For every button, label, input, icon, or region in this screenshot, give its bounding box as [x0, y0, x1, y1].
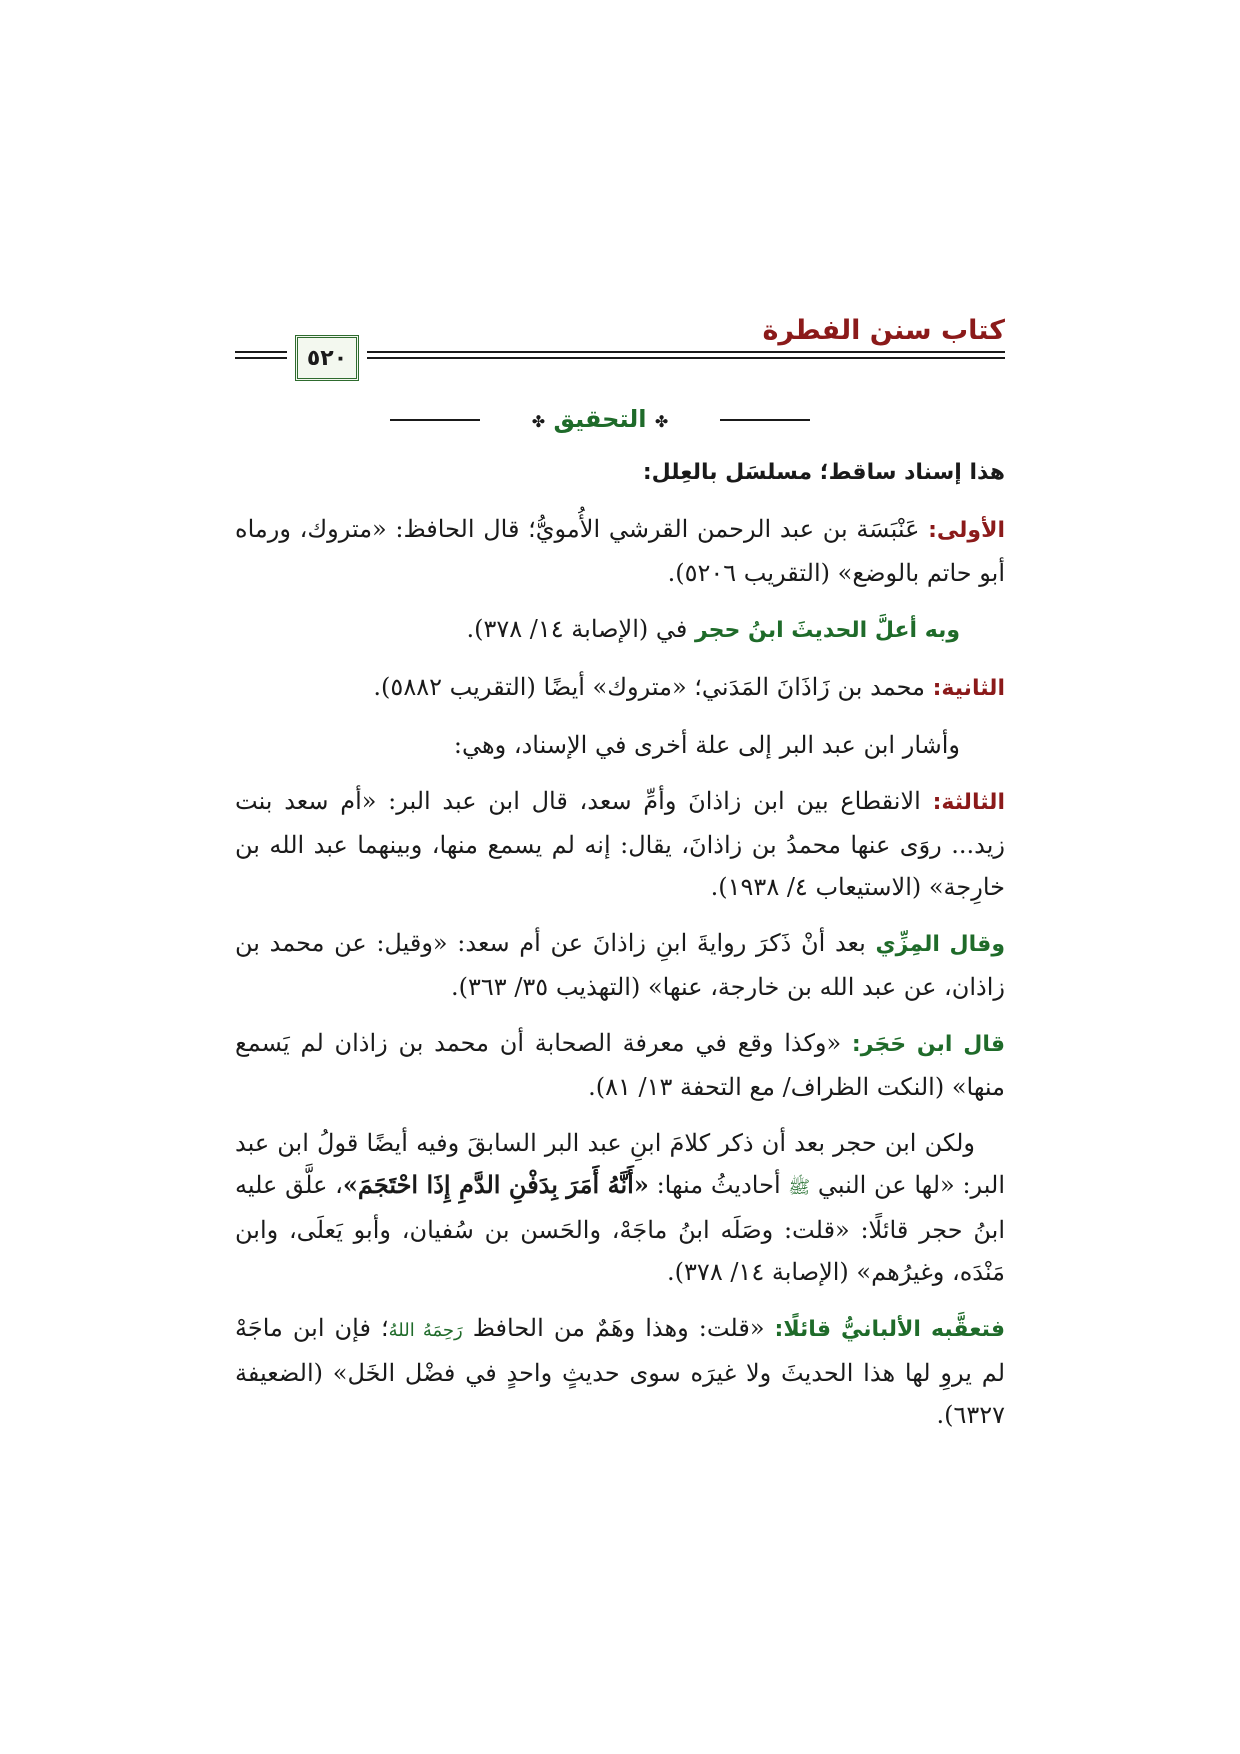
ornament-icon: ✤	[654, 412, 669, 431]
section-divider	[390, 405, 810, 433]
paragraph-text: الانقطاع بين ابن زاذانَ وأمِّ سعد، قال ابن عبد البر: «أم سعد بنت زيد... روَى عنها محمدُ بن زاذانَ، يقال: إنه لم يسمع منها، وبينهما عبد الله بن خارِجة» (الاستيعاب ٤/ ١٩٣٨).	[235, 787, 1005, 901]
paragraph-4	[235, 666, 1005, 710]
paragraph-8	[235, 1022, 1005, 1108]
paragraph-text: ؛ فإن ابن ماجَهْ لم يروِ لها هذا الحديثَ ولا غيرَه سوى حديثٍ واحدٍ في فضْل الخَل» (الضعيفة ٦٣٢٧).	[235, 1314, 1006, 1429]
label-second: الثانية:	[932, 676, 1005, 701]
paragraph-text: عَنْبَسَة بن عبد الرحمن القرشي الأُمويُّ؛ قال الحافظ: «متروك، ورماه أبو حاتم بالوضع» (التقريب ٥٢٠٦).	[235, 515, 1005, 587]
label-first: الأولى:	[928, 518, 1005, 543]
label-third: الثالثة:	[932, 790, 1005, 815]
page-header	[235, 315, 1005, 395]
paragraph-7	[235, 922, 1005, 1008]
section-divider-line-right	[720, 419, 810, 421]
paragraph-text: في (الإصابة ١٤/ ٣٧٨).	[466, 615, 695, 643]
paragraph-1	[235, 450, 1005, 494]
green-phrase: فتعقَّبه الألبانيُّ قائلًا:	[774, 1317, 1005, 1342]
header-rule-left-2	[235, 357, 287, 359]
paragraph-9	[235, 1122, 1005, 1293]
section-title: التحقيق	[553, 405, 647, 433]
honorific-icon: ﷺ	[788, 1177, 811, 1198]
page-body	[235, 450, 1005, 1450]
header-rule-right	[367, 351, 1005, 353]
paragraph-3	[235, 608, 1005, 652]
header-rule-right-2	[367, 357, 1005, 359]
page-number: ٥٢٠	[306, 345, 348, 371]
honorific-icon: رَحِمَهُ اللهُ	[388, 1320, 463, 1341]
intro-heading: هذا إسناد ساقط؛ مسلسَل بالعِلل:	[642, 460, 1005, 485]
header-rule-left	[235, 351, 287, 353]
paragraph-2	[235, 508, 1005, 594]
paragraph-text: أحاديثُ منها:	[648, 1171, 789, 1199]
ornament-icon: ✤	[531, 412, 546, 431]
book-title: كتاب سنن الفطرة	[762, 315, 1005, 346]
paragraph-text: «قلت: وهذا وهَمٌ من الحافظ	[462, 1314, 775, 1342]
paragraph-text: بعد أنْ ذَكرَ روايةَ ابنِ زاذانَ عن أم سعد: «وقيل: عن محمد بن زاذان، عن عبد الله بن خارجة، عنها» (التهذيب ٣٥/ ٣٦٣).	[235, 929, 1005, 1001]
paragraph-text: محمد بن زَاذَانَ المَدَني؛ «متروك» أيضًا (التقريب ٥٨٨٢).	[373, 673, 933, 701]
hadith-quote: «أَنَّهُ أَمَرَ بِدَفْنِ الدَّمِ إِذَا احْتَجَمَ»	[342, 1170, 649, 1199]
section-title-wrap	[524, 405, 677, 433]
paragraph-10	[235, 1307, 1005, 1436]
paragraph-5	[235, 724, 1005, 766]
section-divider-line-left	[390, 419, 480, 421]
green-phrase: وقال المِزِّي	[875, 932, 1005, 957]
paragraph-text: وأشار ابن عبد البر إلى علة أخرى في الإسناد، وهي:	[453, 731, 960, 759]
green-phrase: قال ابن حَجَر:	[851, 1032, 1005, 1057]
page-number-badge	[295, 335, 359, 381]
paragraph-text: «وكذا وقع في معرفة الصحابة أن محمد بن زاذان لم يَسمع منها» (النكت الظراف/ مع التحفة ١٣/ ٨١).	[235, 1029, 1005, 1101]
paragraph-text: ولكن ابن حجر بعد أن ذكر كلامَ ابنِ عبد البر السابقَ وفيه أيضًا قولُ ابن عبد البر: «لها عن النبي	[235, 1129, 1005, 1199]
paragraph-text: ، علَّق عليه ابنُ حجر قائلًا: «قلت: وصَلَه ابنُ ماجَهْ، والحَسن بن سُفيان، وأبو يَعلَى، وابن مَنْدَه، وغيرُهم» (الإصابة ١٤/ ٣٧٨).	[235, 1171, 1005, 1286]
paragraph-6	[235, 780, 1005, 908]
green-phrase: وبه أعلَّ الحديثَ ابنُ حجر	[694, 618, 960, 643]
